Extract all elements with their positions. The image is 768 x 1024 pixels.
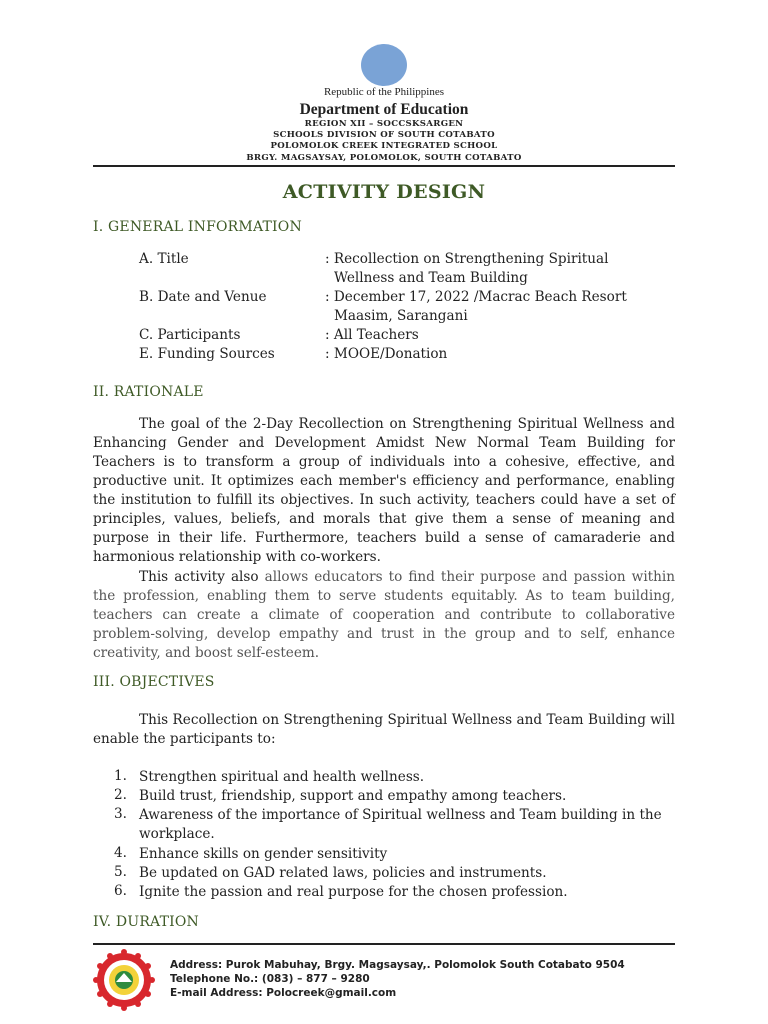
funding-value: : MOOE/Donation: [325, 346, 448, 362]
rationale-paragraph-1: The goal of the 2-Day Recollection on Strengthening Spiritual Wellness and Enhancing Gender and Development Amidst New Normal Team Building for Teachers is to transform a group of individuals into a cohesive, effective, and productive unit. It optimizes each member's efficiency and performance, enabling the institution to fulfill its objectives. In such activity, teachers could have a set of principles, values, beliefs, and morals that give them a sense of meaning and purpose in their life. Furthermore, teachers build a sense of camaraderie and harmonious relationship with co-workers.: [93, 416, 675, 565]
republic-label: Republic of the Philippines: [323, 86, 445, 98]
objective-number: 2.: [114, 787, 127, 803]
objective-item: Ignite the passion and real purpose for the chosen profession.: [139, 884, 568, 900]
rationale-p2-lead: This activity also: [139, 569, 259, 585]
objective-number: 4.: [114, 845, 127, 861]
objective-number: 3.: [114, 806, 127, 822]
school-logo-icon: [93, 949, 155, 1011]
rationale-paragraph-2: [93, 568, 675, 663]
title-field-value-cont: Wellness and Team Building: [334, 270, 528, 286]
participants-label: C. Participants: [139, 327, 241, 343]
footer-address: Address: Purok Mabuhay, Brgy. Magsaysay,. Polomolok South Cotabato 9504: [170, 959, 625, 971]
date-venue-value-cont: Maasim, Sarangani: [334, 308, 468, 324]
participants-value: : All Teachers: [325, 327, 419, 343]
page-title: ACTIVITY DESIGN: [282, 181, 486, 203]
school-address-label: BRGY. MAGSAYSAY, POLOMOLOK, SOUTH COTABATO: [246, 153, 522, 163]
region-label: REGION XII – SOCCSKSARGEN: [304, 119, 464, 129]
objective-number: 1.: [114, 768, 127, 784]
objective-number: 6.: [114, 883, 127, 899]
objective-item: Awareness of the importance of Spiritual wellness and Team building in the workplace.: [139, 807, 662, 842]
rationale-heading: II. RATIONALE: [93, 384, 204, 400]
title-field-value: : Recollection on Strengthening Spiritual: [325, 251, 609, 267]
title-field-label: A. Title: [139, 251, 189, 267]
objective-item: Enhance skills on gender sensitivity: [139, 846, 388, 862]
duration-heading: IV. DURATION: [93, 914, 199, 930]
general-info-heading: I. GENERAL INFORMATION: [93, 219, 302, 235]
rationale-p2-body: allows educators to find their purpose and passion within the profession, enabling them to serve students equitably. As to team building, teachers can create a climate of cooperation and contribute to collaborative problem-solving, develop empathy and trust in the group and to self, enhance creativity, and boost self-esteem.: [93, 569, 675, 661]
objective-item: Build trust, friendship, support and empathy among teachers.: [139, 788, 567, 804]
funding-label: E. Funding Sources: [139, 346, 275, 362]
objective-number: 5.: [114, 864, 127, 880]
objectives-heading: III. OBJECTIVES: [93, 674, 215, 690]
school-label: POLOMOLOK CREEK INTEGRATED SCHOOL: [270, 141, 498, 151]
division-label: SCHOOLS DIVISION OF SOUTH COTABATO: [273, 130, 495, 140]
objectives-intro: This Recollection on Strengthening Spiritual Wellness and Team Building will enable the participants to:: [93, 712, 675, 747]
objective-item: Be updated on GAD related laws, policies and instruments.: [139, 865, 547, 881]
footer-divider: [93, 943, 675, 945]
department-label: Department of Education: [299, 101, 469, 118]
date-venue-value: : December 17, 2022 /Macrac Beach Resort: [325, 289, 627, 305]
footer-email: E-mail Address: Polocreek@gmail.com: [170, 987, 397, 999]
deped-seal-icon: [361, 44, 407, 86]
header-divider: [93, 165, 675, 167]
objective-item: Strengthen spiritual and health wellness.: [139, 769, 425, 785]
date-venue-label: B. Date and Venue: [139, 289, 267, 305]
footer-telephone: Telephone No.: (083) – 877 – 9280: [170, 973, 370, 985]
